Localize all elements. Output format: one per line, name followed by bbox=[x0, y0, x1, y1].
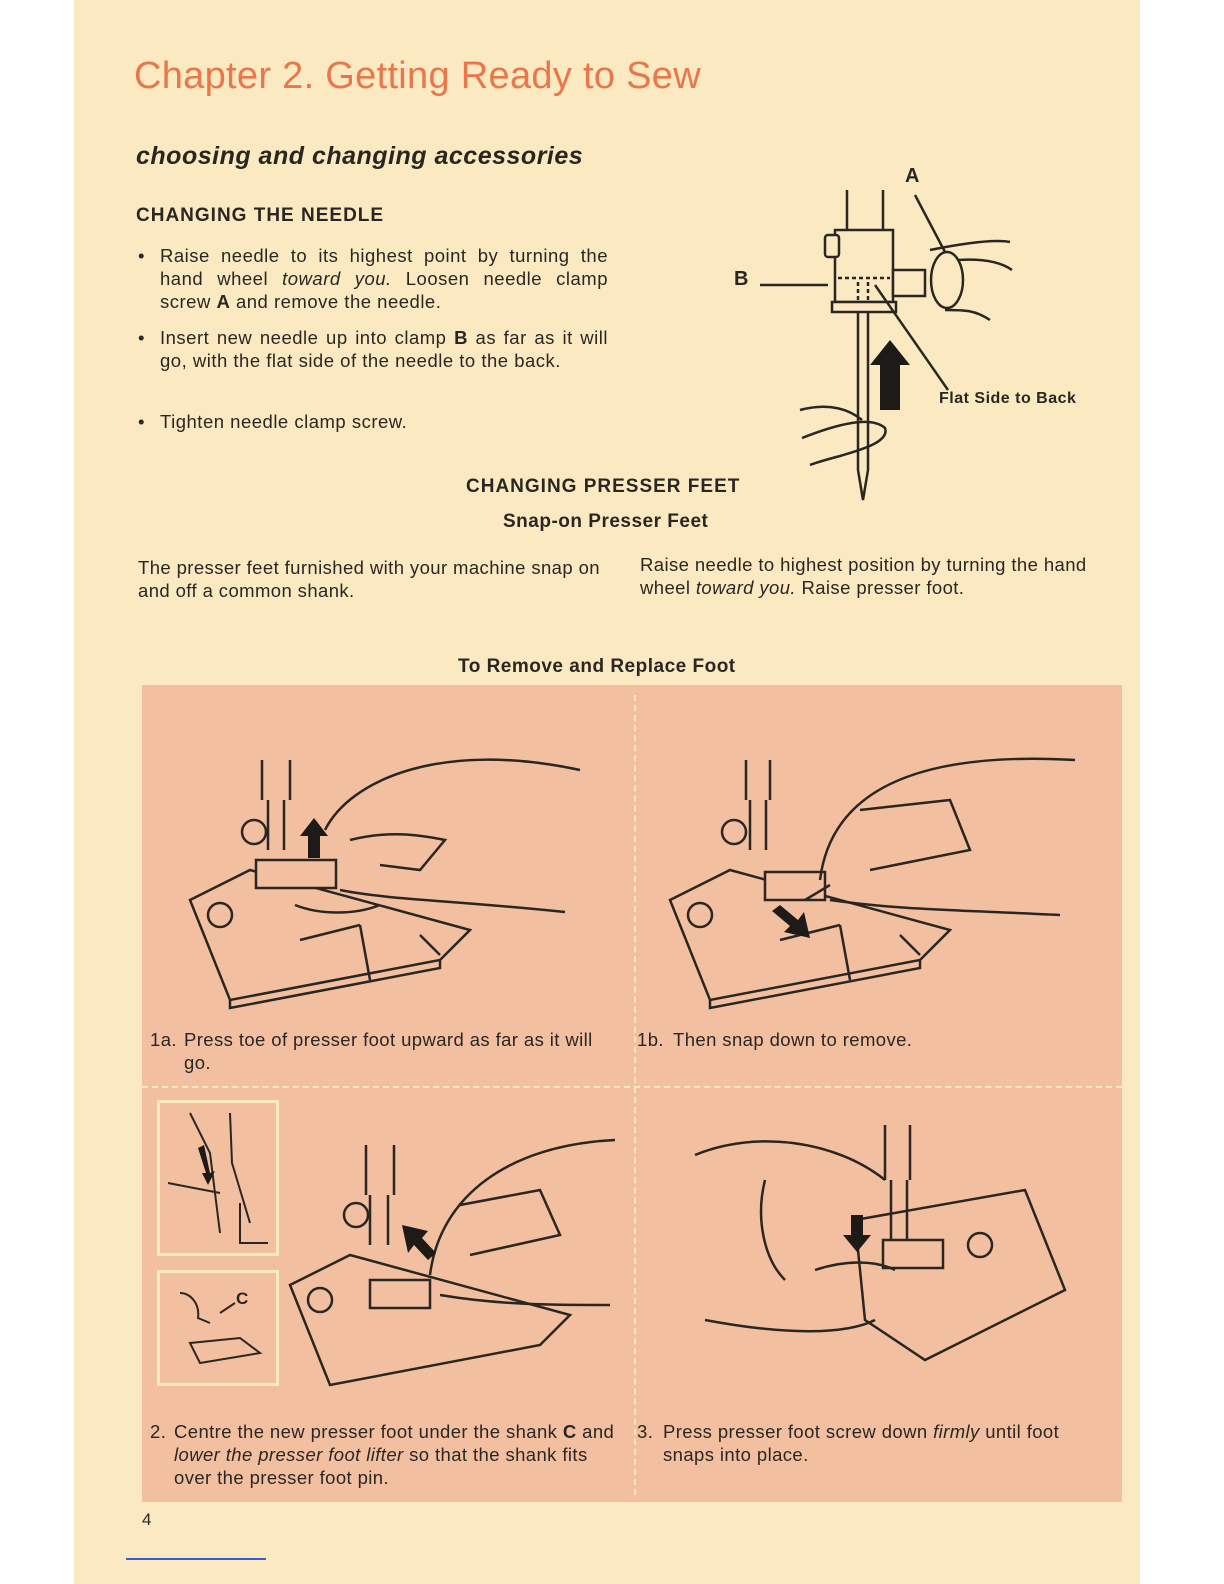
panel-horizontal-divider bbox=[142, 1086, 1122, 1088]
section-title: choosing and changing accessories bbox=[136, 142, 584, 170]
needle-bullet-1: • Raise needle to its highest point by turning the hand wheel toward you. Loosen needle clamp screw A and remove the needle. bbox=[138, 245, 608, 312]
page-number: 4 bbox=[142, 1510, 152, 1529]
needle-heading: CHANGING THE NEEDLE bbox=[136, 205, 385, 226]
presser-heading: CHANGING PRESSER FEET bbox=[466, 476, 741, 497]
illustration-step-3 bbox=[695, 1120, 1075, 1370]
presser-right-para: Raise needle to highest position by turning the hand wheel toward you. Raise presser foot. bbox=[640, 554, 1087, 598]
panel-vertical-divider bbox=[634, 695, 636, 1495]
illustration-step-2 bbox=[290, 1135, 630, 1385]
inset-lifter bbox=[157, 1100, 279, 1256]
flat-side-label: Flat Side to Back bbox=[939, 390, 1077, 407]
presser-subheading: Snap-on Presser Feet bbox=[503, 511, 709, 532]
needle-clamp-diagram bbox=[740, 170, 1130, 510]
inset-label-c: C bbox=[236, 1289, 249, 1308]
caption-step-3: 3. Press presser foot screw down firmly until foot snaps into place. bbox=[637, 1421, 1060, 1465]
illustration-step-1b bbox=[670, 740, 1080, 1010]
steps-heading: To Remove and Replace Foot bbox=[458, 656, 736, 677]
caption-step-1a: 1a. Press toe of presser foot upward as far as it will go. bbox=[150, 1029, 593, 1073]
needle-bullet-3: • Tighten needle clamp screw. bbox=[138, 411, 408, 432]
presser-left-para: The presser feet furnished with your machine snap on and off a common shank. bbox=[138, 557, 600, 601]
chapter-title: Chapter 2. Getting Ready to Sew bbox=[134, 55, 701, 97]
caption-step-2: 2. Centre the new presser foot under the shank C and lower the presser foot lifter so that the shank fits over the presser foot pin. bbox=[150, 1421, 615, 1488]
inset-shank bbox=[157, 1270, 279, 1386]
illustration-step-1a bbox=[190, 740, 590, 1010]
needle-bullet-2: • Insert new needle up into clamp B as far as it will go, with the flat side of the needle to the back. bbox=[138, 327, 608, 371]
label-a: A bbox=[905, 165, 920, 187]
label-b: B bbox=[734, 268, 749, 290]
caption-step-1b: 1b. Then snap down to remove. bbox=[637, 1029, 913, 1050]
bottom-rule bbox=[126, 1558, 266, 1560]
